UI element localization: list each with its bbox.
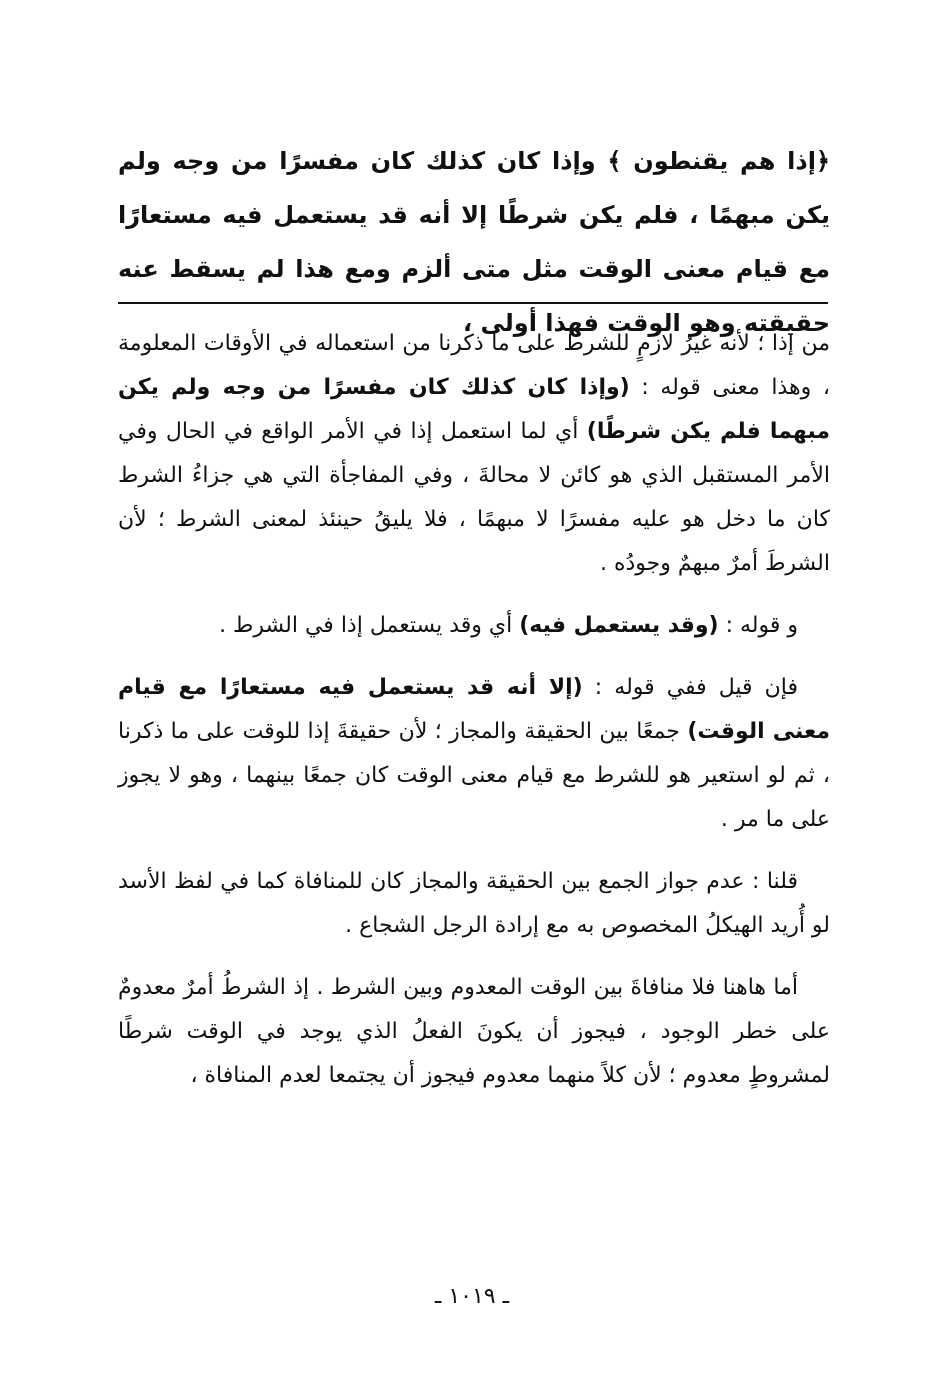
commentary-paragraph-1 bbox=[118, 322, 830, 586]
page-number: ـ ١٠١٩ ـ bbox=[434, 1284, 510, 1309]
commentary-3-quote: (إلا أنه قد يستعمل فيه مستعارًا مع قيام معنى الوقت) bbox=[118, 675, 831, 744]
commentary-section bbox=[118, 322, 830, 1116]
footnote-separator bbox=[118, 302, 828, 304]
commentary-1-text-a: من إذا ؛ لأنه غيرُ لازمٍ للشرط على ما ذكرنا من استعماله في الأوقات المعلومة ، وهذا معنى قوله : bbox=[118, 331, 831, 400]
commentary-3-text-a: فإن قيل ففي قوله : bbox=[582, 675, 798, 700]
commentary-paragraph-2 bbox=[118, 604, 830, 648]
commentary-paragraph-5: أما هاهنا فلا منافاةَ بين الوقت المعدوم وبين الشرط . إذ الشرطُ أمرٌ معدومٌ على خطر الوجود ، فيجوز أن يكونَ الفعلُ الذي يوجد في الوقت شرطًا لمشروطٍ معدوم ؛ لأن كلاً منهما معدوم فيجوز أن يجتمعا لعدم المنافاة ، bbox=[118, 975, 830, 1088]
main-text: ﴿إذا هم يقنطون ﴾ وإذا كان كذلك كان مفسرًا من وجه ولم يكن مبهمًا ، فلم يكن شرطًا إلا أنه قد يستعمل فيه مستعارًا مع قيام معنى الوقت مثل متى ألزم ومع هذا لم يسقط عنه حقيقته وهو الوقت فهذا أولى ، bbox=[118, 147, 830, 337]
commentary-2-text-a: و قوله : bbox=[718, 613, 798, 638]
commentary-3-text-b: جمعًا بين الحقيقة والمجاز ؛ لأن حقيقةَ إذا للوقت على ما ذكرنا ، ثم لو استعير هو للشرط مع قيام معنى الوقت كان جمعًا بينهما ، وهو لا يجوز على ما مر . bbox=[118, 719, 830, 832]
commentary-1-text-b: أي لما استعمل إذا في الأمر الواقع في الحال وفي الأمر المستقبل الذي هو كائن لا محالةَ ، وفي المفاجأة التي هي جزاءُ الشرط كان ما دخل هو عليه مفسرًا لا مبهمًا ، فلا يليقُ حينئذ لمعنى الشرط ؛ لأن الشرطَ أمرٌ مبهمٌ وجودُه . bbox=[118, 419, 830, 576]
commentary-paragraph-4: قلنا : عدم جواز الجمع بين الحقيقة والمجاز كان للمنافاة كما في لفظ الأسد لو أُريد الهيكلُ المخصوص به مع إرادة الرجل الشجاع . bbox=[118, 869, 830, 938]
commentary-paragraph-3 bbox=[118, 666, 830, 842]
commentary-2-quote: (وقد يستعمل فيه) bbox=[519, 613, 719, 638]
commentary-2-text-b: أي وقد يستعمل إذا في الشرط . bbox=[219, 613, 520, 638]
commentary-1-quote: (وإذا كان كذلك كان مفسرًا من وجه ولم يكن مبهما فلم يكن شرطًا) bbox=[118, 375, 830, 444]
